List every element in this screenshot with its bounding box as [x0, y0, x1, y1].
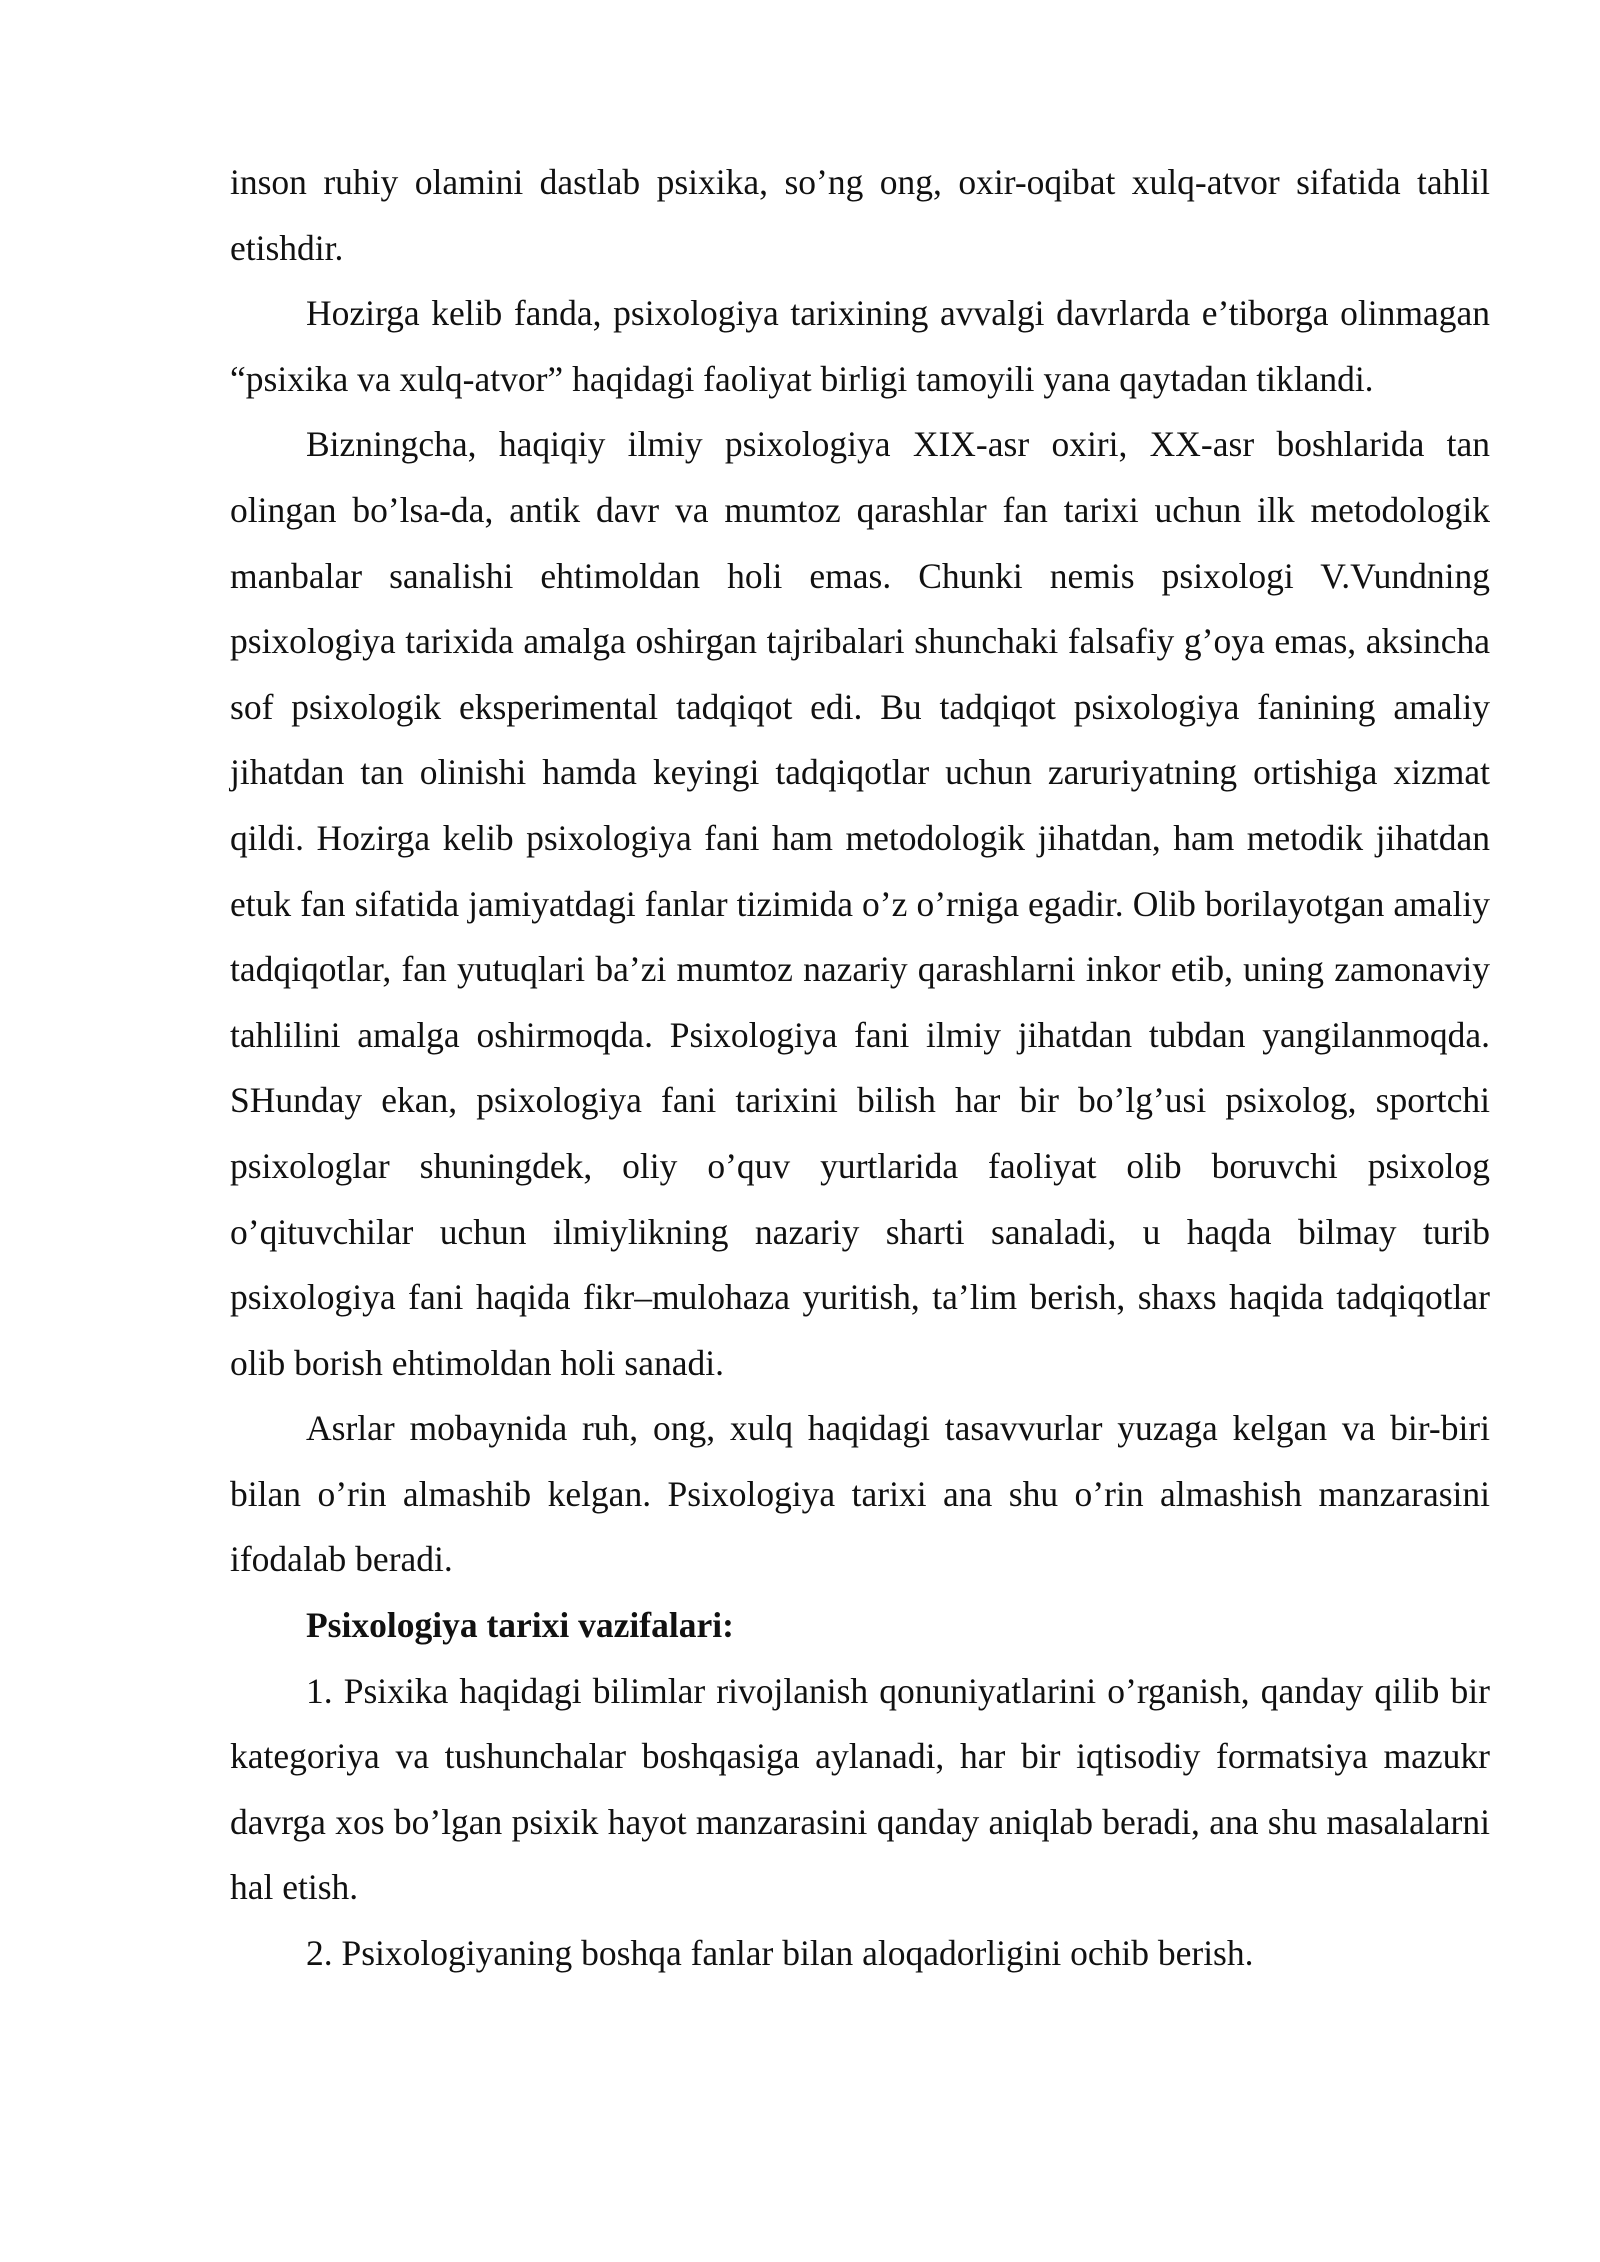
list-item: 1. Psixika haqidagi bilimlar rivojlanish qonuniyatlarini o’rganish, qanday qilib bir kategoriya va tushunchalar boshqasiga aylanadi, har bir iqtisodiy formatsiya mazukr davrga xos bo’lgan psixik hayot manzarasini qanday aniqlab beradi, ana shu masalalarni hal etish. [230, 1670, 1490, 1908]
document-page [230, 150, 1490, 1987]
paragraph-hozirga: Hozirga kelib fanda, psixologiya tarixining avvalgi davrlarda e’tiborga olinmagan “psixika va xulq-atvor” haqidagi faoliyat birligi tamoyili yana qaytadan tiklandi. [230, 293, 1490, 399]
paragraph-continuation: inson ruhiy olamini dastlab psixika, so’ng ong, oxir-oqibat xulq-atvor sifatida tahlil etishdir. [230, 162, 1490, 268]
paragraph-bizningcha: Bizningcha, haqiqiy ilmiy psixologiya XIX-asr oxiri, XX-asr boshlarida tan olingan bo’lsa-da, antik davr va mumtoz qarashlar fan tarixi uchun ilk metodologik manbalar sanalishi ehtimoldan holi emas. Chunki nemis psixologi V.Vundning psixologiya tarixida amalga oshirgan tajribalari shunchaki falsafiy g’oya emas, aksincha sof psixologik eksperimental tadqiqot edi. Bu tadqiqot psixologiya fanining amaliy jihatdan tan olinishi hamda keyingi tadqiqotlar uchun zaruriyatning ortishiga xizmat qildi. Hozirga kelib psixologiya fani ham metodologik jihatdan, ham metodik jihatdan etuk fan sifatida jamiyatdagi fanlar tizimida o’z o’rniga egadir. Olib borilayotgan amaliy tadqiqotlar, fan yutuqlari ba’zi mumtoz nazariy qarashlarni inkor etib, uning zamonaviy tahlilini amalga oshirmoqda. Psixologiya fani ilmiy jihatdan tubdan yangilanmoqda. SHunday ekan, psixologiya fani tarixini bilish har bir bo’lg’usi psixolog, sportchi psixologlar shuningdek, oliy o’quv yurtlarida faoliyat olib boruvchi psixolog o’qituvchilar uchun ilmiylikning nazariy sharti sanaladi, u haqda bilmay turib psixologiya fani haqida fikr–mulohaza yuritish, ta’lim berish, shaxs haqida tadqiqotlar olib borish ehtimoldan holi sanadi. [230, 424, 1490, 1383]
list-item: 2. Psixologiyaning boshqa fanlar bilan aloqadorligini ochib berish. [306, 1933, 1254, 1974]
paragraph-asrlar: Asrlar mobaynida ruh, ong, xulq haqidagi tasavvurlar yuzaga kelgan va bir-biri bilan o’rin almashib kelgan. Psixologiya tarixi ana shu o’rin almashish manzarasini ifodalab beradi. [230, 1408, 1490, 1580]
section-heading: Psixologiya tarixi vazifalari: [306, 1605, 734, 1646]
